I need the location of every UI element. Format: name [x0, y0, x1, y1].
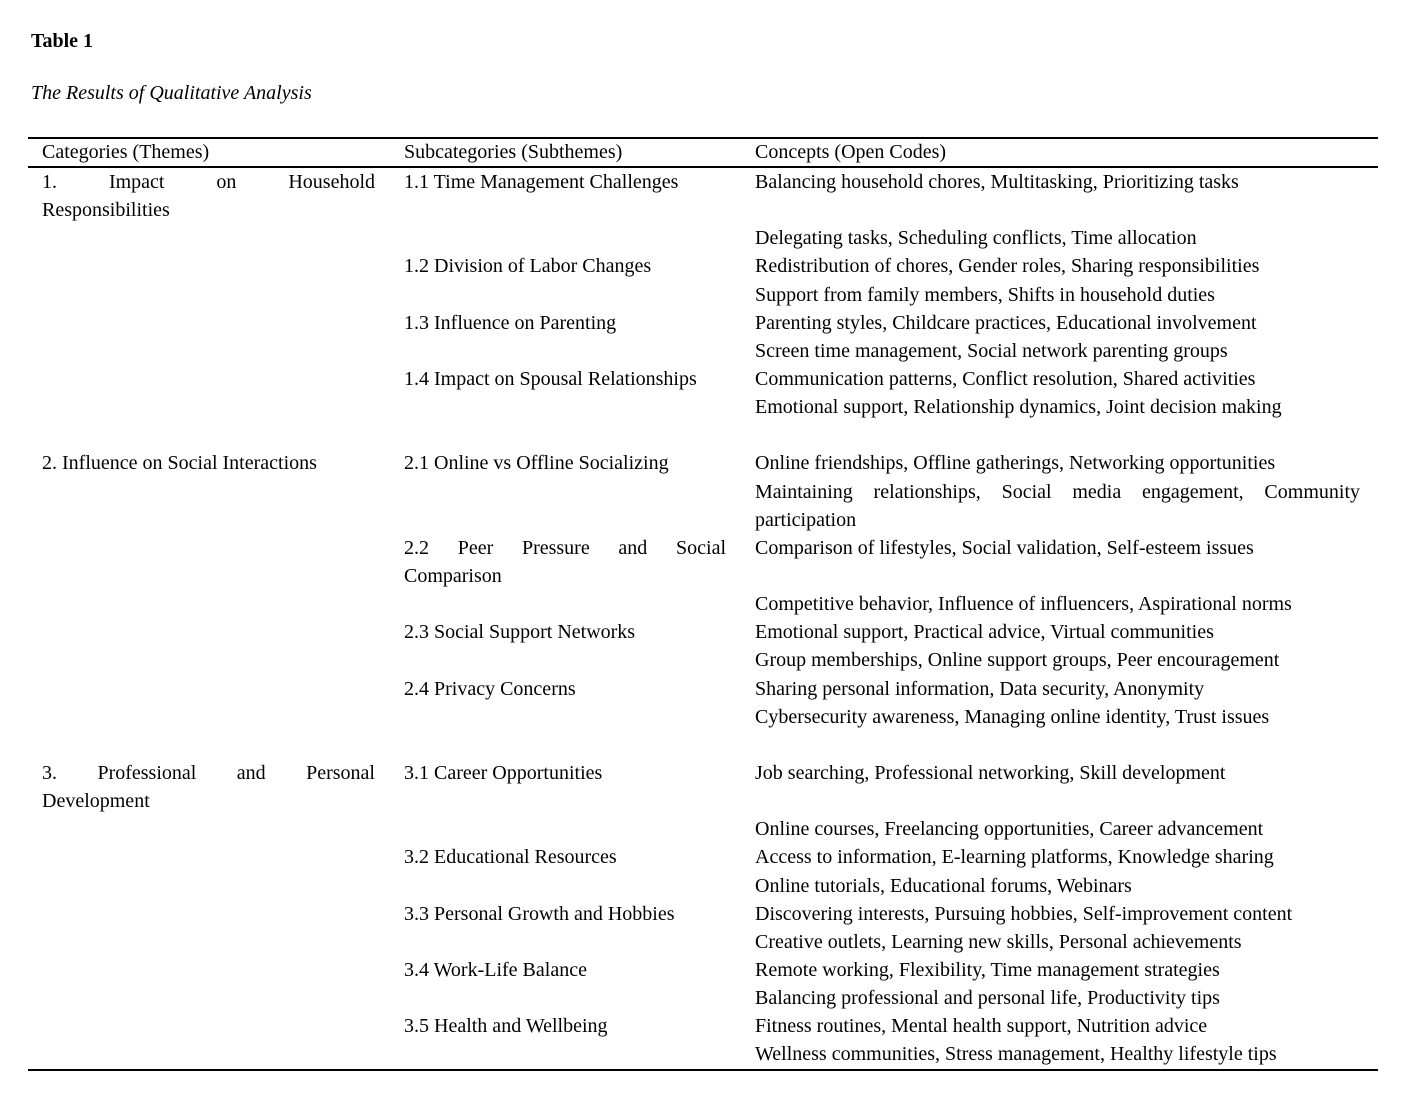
- concept-line: Competitive behavior, Influence of influencers, Aspirational norms: [755, 593, 1292, 616]
- subcategory-line: 2.2 Peer Pressure and Social: [404, 536, 726, 559]
- subcategory-line: Comparison: [404, 564, 502, 587]
- concept-cell: [755, 449, 1360, 730]
- concept-line: Discovering interests, Pursuing hobbies, Self-improvement content: [755, 902, 1293, 925]
- subcategory-line: 3.3 Personal Growth and Hobbies: [404, 902, 675, 925]
- category-line: Responsibilities: [42, 199, 170, 222]
- subcategory-line: [404, 1040, 726, 1068]
- concept-line: Fitness routines, Mental health support, Nutrition advice: [755, 1015, 1208, 1038]
- concept-line: Job searching, Professional networking, Skill development: [755, 761, 1226, 784]
- concept-cell: [755, 168, 1360, 421]
- concept-line: [755, 562, 1360, 590]
- concept-line: Balancing household chores, Multitasking, Prioritizing tasks: [755, 171, 1239, 193]
- concept-line: Comparison of lifestyles, Social validation, Self-esteem issues: [755, 536, 1254, 559]
- category-line: 3. Professional and Personal: [42, 761, 375, 784]
- concept-line: Support from family members, Shifts in household duties: [755, 283, 1215, 306]
- subcategory-line: [404, 478, 726, 506]
- category-line: Development: [42, 790, 150, 813]
- subcategory-line: [404, 815, 726, 843]
- category-cell: [42, 449, 375, 730]
- category-line: 1. Impact on Household: [42, 171, 375, 193]
- concept-line: Parenting styles, Childcare practices, Educational involvement: [755, 311, 1257, 334]
- subcategory-line: [404, 590, 726, 618]
- subcategory-line: [404, 506, 726, 534]
- subcategory-line: 2.3 Social Support Networks: [404, 621, 636, 644]
- subcategory-line: 3.4 Work-Life Balance: [404, 958, 587, 981]
- category-cell: [42, 759, 375, 1069]
- subcategory-cell: [404, 759, 726, 1069]
- category-line: 2. Influence on Social Interactions: [42, 452, 317, 475]
- subcategory-cell: [404, 168, 726, 421]
- subcategory-line: [404, 984, 726, 1012]
- subcategory-cell: [404, 449, 726, 730]
- table-body: [28, 168, 1378, 1069]
- subcategory-line: [404, 872, 726, 900]
- category-cell: [42, 168, 375, 421]
- table-header-row: [28, 139, 1378, 168]
- subcategory-line: [404, 787, 726, 815]
- concept-line: [755, 787, 1360, 815]
- column-header-subcategories: Subcategories (Subthemes): [404, 141, 623, 163]
- concept-line: Online friendships, Offline gatherings, Networking opportunities: [755, 452, 1276, 475]
- concept-line: Communication patterns, Conflict resolution, Shared activities: [755, 367, 1256, 390]
- subcategory-line: 1.2 Division of Labor Changes: [404, 255, 652, 278]
- concept-line: Maintaining relationships, Social media engagement, Community: [755, 480, 1360, 503]
- concept-line: Screen time management, Social network parenting groups: [755, 339, 1228, 362]
- concept-line: Emotional support, Practical advice, Virtual communities: [755, 621, 1214, 644]
- concept-line: participation: [755, 508, 857, 531]
- subcategory-line: 3.2 Educational Resources: [404, 846, 617, 869]
- concept-line: Delegating tasks, Scheduling conflicts, Time allocation: [755, 227, 1197, 250]
- concept-line: Redistribution of chores, Gender roles, Sharing responsibilities: [755, 255, 1260, 278]
- theme-row: [28, 449, 1378, 730]
- subcategory-line: 1.3 Influence on Parenting: [404, 311, 617, 334]
- theme-row: [28, 168, 1378, 421]
- subcategory-line: 2.1 Online vs Offline Socializing: [404, 452, 669, 475]
- concept-line: [755, 196, 1360, 224]
- concept-line: Access to information, E-learning platforms, Knowledge sharing: [755, 846, 1274, 869]
- column-header-categories: Categories (Themes): [42, 141, 210, 163]
- subcategory-line: [404, 281, 726, 309]
- concept-line: Sharing personal information, Data security, Anonymity: [755, 677, 1205, 700]
- concept-line: Online courses, Freelancing opportunities, Career advancement: [755, 818, 1264, 841]
- concept-line: Online tutorials, Educational forums, Webinars: [755, 874, 1132, 897]
- concept-line: Group memberships, Online support groups, Peer encouragement: [755, 649, 1280, 672]
- subcategory-line: [404, 928, 726, 956]
- concept-line: Cybersecurity awareness, Managing online identity, Trust issues: [755, 705, 1270, 728]
- concept-cell: [755, 759, 1360, 1069]
- subcategory-line: [404, 646, 726, 674]
- subcategory-line: [404, 224, 726, 252]
- concept-line: Emotional support, Relationship dynamics, Joint decision making: [755, 396, 1282, 419]
- subcategory-line: [404, 337, 726, 365]
- column-header-concepts: Concepts (Open Codes): [755, 141, 947, 163]
- concept-line: Creative outlets, Learning new skills, Personal achievements: [755, 930, 1242, 953]
- table-caption: The Results of Qualitative Analysis: [31, 82, 312, 104]
- subcategory-line: 3.5 Health and Wellbeing: [404, 1015, 608, 1038]
- subcategory-line: 1.1 Time Management Challenges: [404, 171, 679, 193]
- subcategory-line: 1.4 Impact on Spousal Relationships: [404, 367, 697, 390]
- theme-row: [28, 759, 1378, 1069]
- qualitative-analysis-table: [28, 137, 1378, 1071]
- subcategory-line: 2.4 Privacy Concerns: [404, 677, 576, 700]
- table-number-label: Table 1: [31, 30, 94, 52]
- concept-line: Wellness communities, Stress management, Healthy lifestyle tips: [755, 1043, 1277, 1066]
- subcategory-line: [404, 393, 726, 421]
- subcategory-line: [404, 196, 726, 224]
- subcategory-line: 3.1 Career Opportunities: [404, 761, 603, 784]
- subcategory-line: [404, 703, 726, 731]
- concept-line: Balancing professional and personal life, Productivity tips: [755, 987, 1220, 1010]
- concept-line: Remote working, Flexibility, Time management strategies: [755, 958, 1220, 981]
